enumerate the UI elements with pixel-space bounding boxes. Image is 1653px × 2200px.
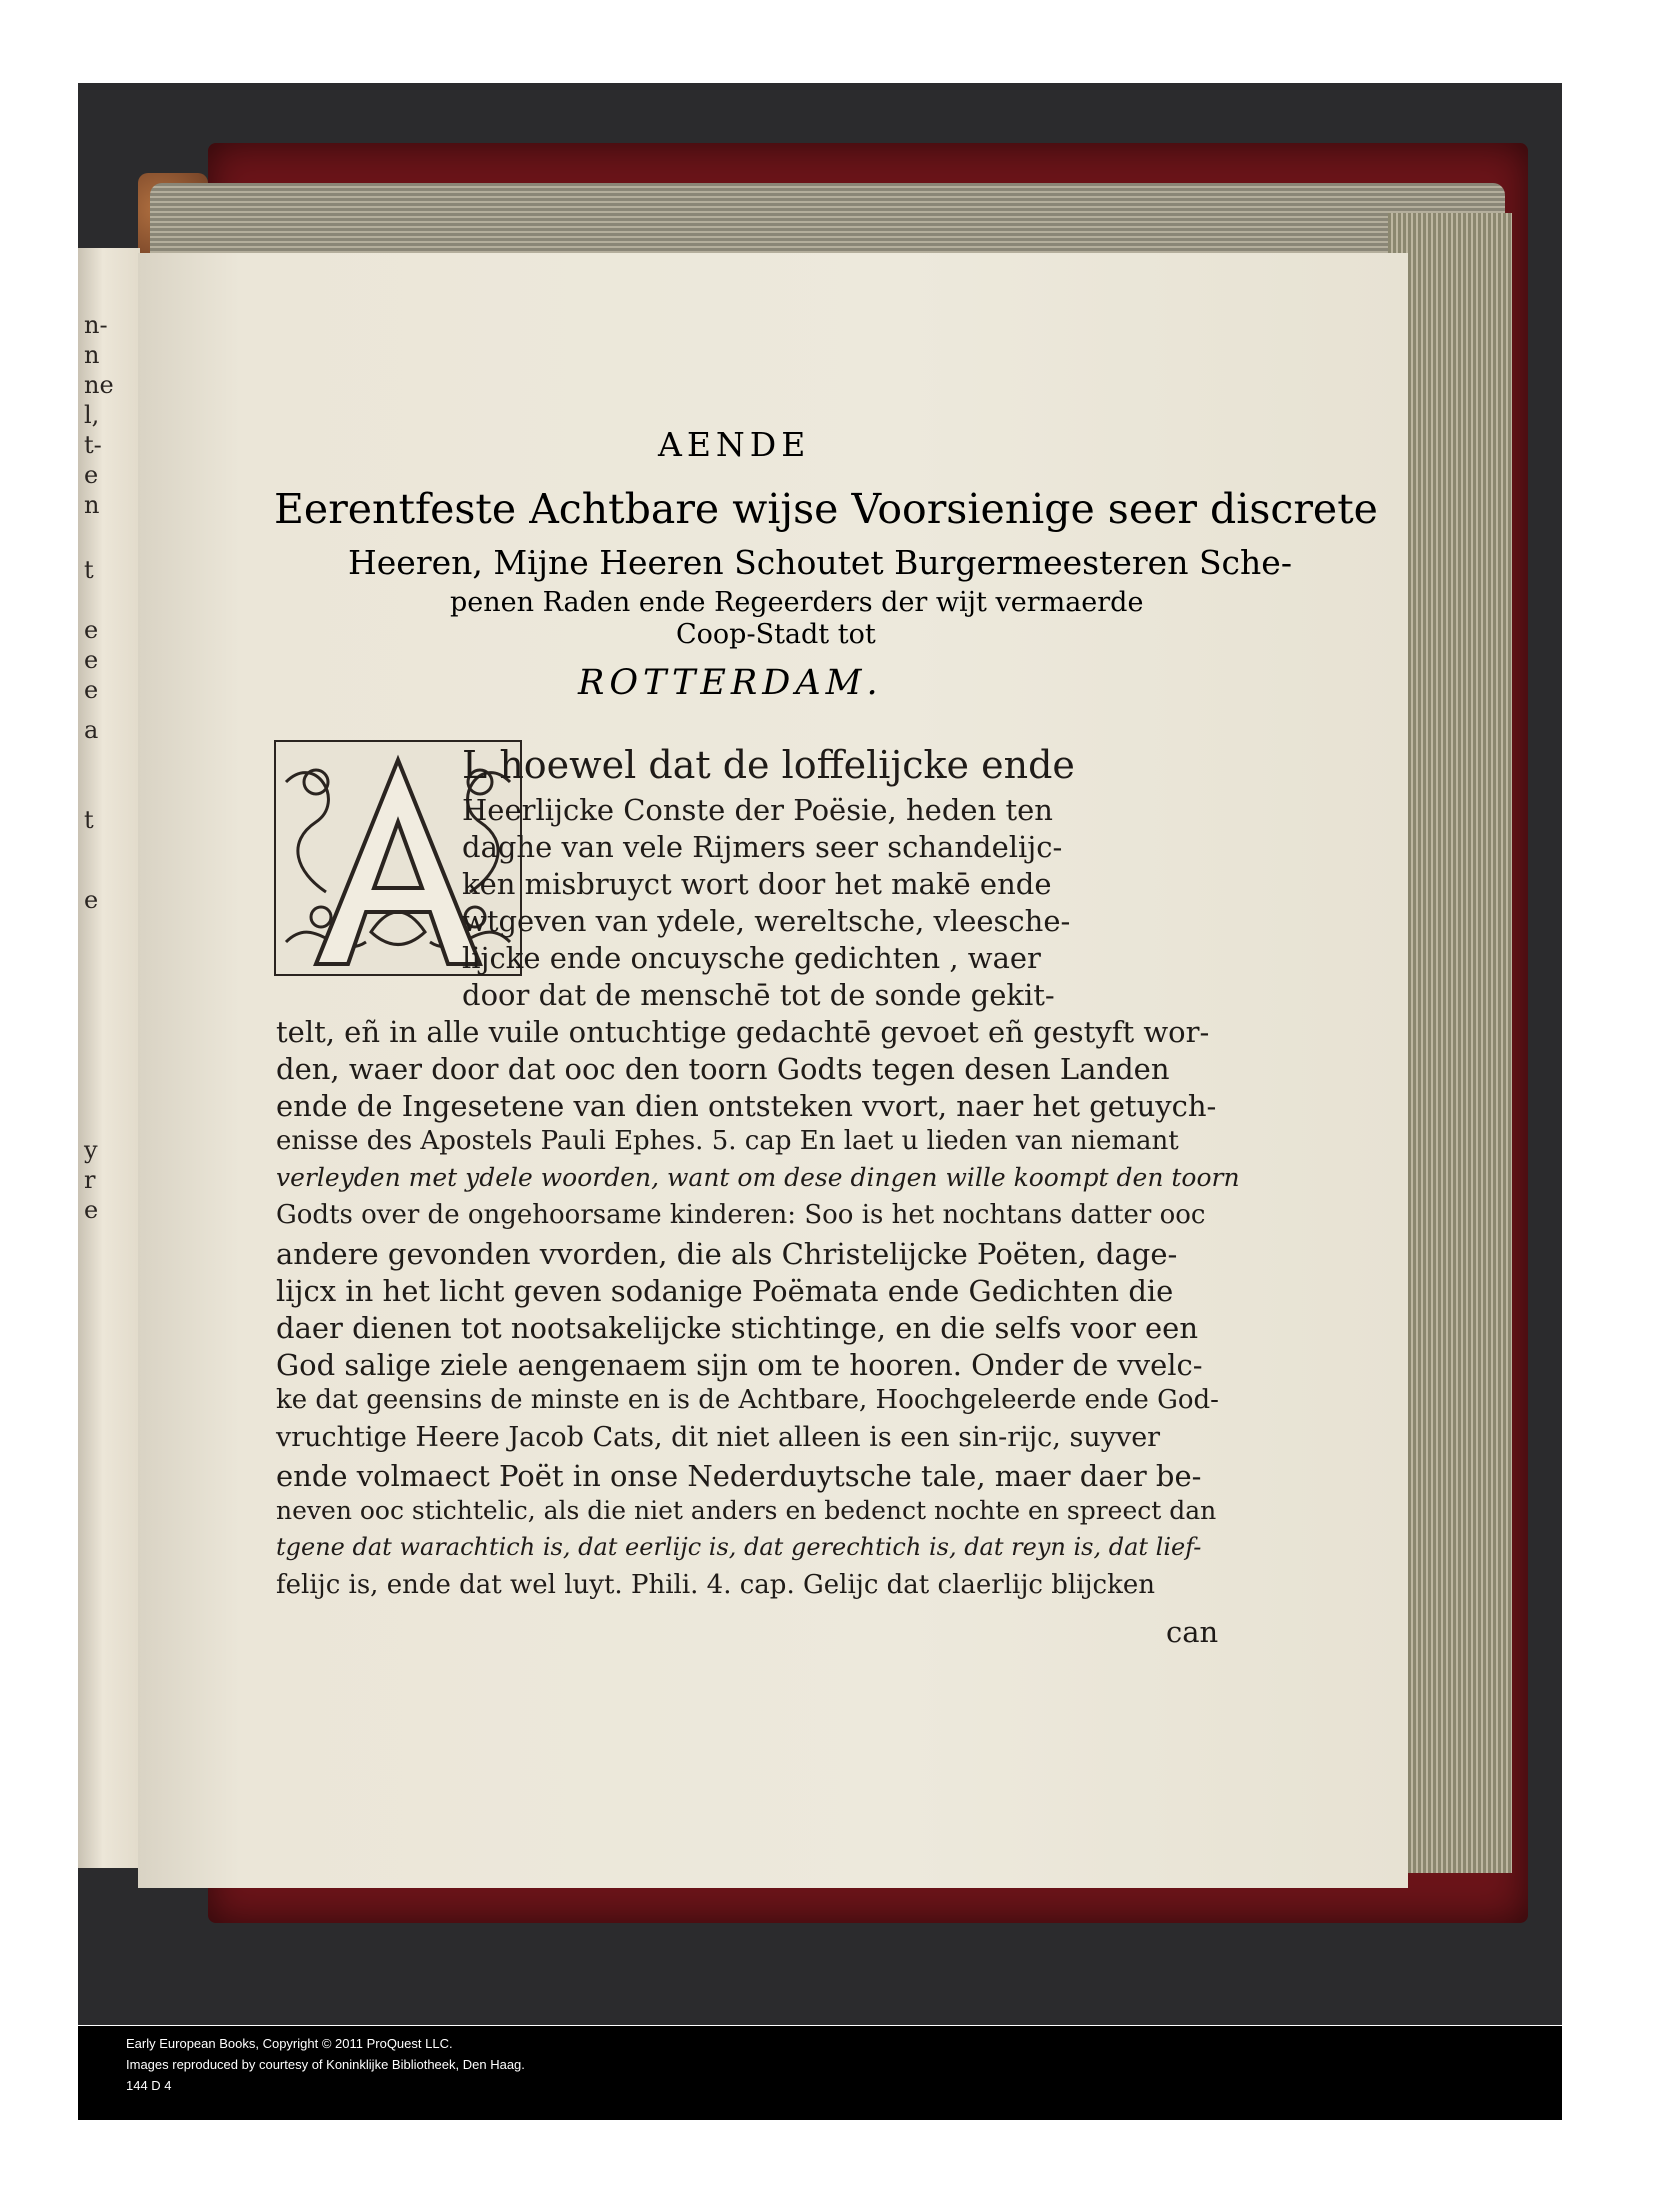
left-fragment: e: [84, 1196, 99, 1224]
body-line: verleyden met ydele woorden, want om dese dingen wille koompt den toorn: [276, 1163, 1240, 1192]
body-line: ke dat geensins de minste en is de Achtbare, Hoochgeleerde ende God-: [276, 1385, 1219, 1415]
heading-city: ROTTERDAM.: [578, 663, 883, 703]
copyright-footer: [78, 2026, 1562, 2120]
left-fragment: y: [84, 1136, 98, 1164]
body-line: daghe van vele Rijmers seer schandelijc-: [462, 830, 1063, 864]
body-line: vruchtige Heere Jacob Cats, dit niet alleen is een sin-rijc, suyver: [276, 1422, 1161, 1453]
heading-main: Eerentfeste Achtbare wijse Voorsienige seer discrete: [274, 485, 1378, 533]
left-fragment: e: [84, 461, 99, 489]
footer-line-1: Early European Books, Copyright © 2011 ProQuest LLC.: [126, 2036, 453, 2051]
body-line: wtgeven van ydele, wereltsche, vleesche-: [462, 904, 1071, 938]
heading-aende: AENDE: [658, 425, 811, 464]
left-fragment: l,: [84, 401, 100, 429]
body-line: felijc is, ende dat wel luyt. Phili. 4. cap. Gelijc dat claerlijc blijcken: [276, 1570, 1155, 1600]
left-fragment: t: [84, 806, 94, 834]
body-line: neven ooc stichtelic, als die niet anders en bedenct nochte en spreect dan: [276, 1496, 1217, 1525]
left-fragment: n: [84, 491, 100, 519]
body-line: ken misbruyct wort door het makē ende: [462, 867, 1052, 901]
left-fragment: t-: [84, 431, 102, 459]
body-line: lijcx in het licht geven sodanige Poëmata ende Gedichten die: [276, 1274, 1174, 1308]
body-line: door dat de menschē tot de sonde gekit-: [462, 978, 1055, 1012]
heading-line-4: penen Raden ende Regeerders der wijt vermaerde: [450, 587, 1144, 618]
left-fragment: e: [84, 646, 99, 674]
body-line: daer dienen tot nootsakelijcke stichtinge, en die selfs voor een: [276, 1311, 1199, 1345]
left-fragment: e: [84, 886, 99, 914]
body-line: ende volmaect Poët in onse Nederduytsche tale, maer daer be-: [276, 1459, 1202, 1493]
catchword: can: [1166, 1615, 1219, 1649]
footer-line-2: Images reproduced by courtesy of Koninklijke Bibliotheek, Den Haag.: [126, 2057, 525, 2072]
left-page-strip: [78, 248, 140, 1868]
heading-line-5: Coop-Stadt tot: [676, 619, 876, 650]
book-scan: [78, 83, 1562, 2025]
left-fragment: n-: [84, 311, 108, 339]
body-line: ende de Ingesetene van dien ontsteken vvort, naer het getuych-: [276, 1089, 1217, 1123]
body-line: andere gevonden vvorden, die als Christelijcke Poëten, dage-: [276, 1237, 1178, 1271]
body-line: den, waer door dat ooc den toorn Godts tegen desen Landen: [276, 1052, 1170, 1086]
heading-line-3: Heeren, Mijne Heeren Schoutet Burgermeesteren Sche-: [348, 543, 1292, 582]
left-fragment: n: [84, 341, 100, 369]
left-fragment: ne: [84, 371, 114, 399]
body-line: Heerlijcke Conste der Poësie, heden ten: [462, 793, 1053, 827]
body-line: enisse des Apostels Pauli Ephes. 5. cap En laet u lieden van niemant: [276, 1126, 1179, 1156]
right-page: [138, 253, 1408, 1888]
body-line: telt, eñ in alle vuile ontuchtige gedachtē gevoet eñ gestyft wor-: [276, 1015, 1210, 1049]
body-line: tgene dat warachtich is, dat eerlijc is, dat gerechtich is, dat reyn is, dat lief-: [276, 1533, 1202, 1561]
body-line: L hoewel dat de loffelijcke ende: [462, 743, 1075, 787]
left-fragment: e: [84, 676, 99, 704]
left-fragment: e: [84, 616, 99, 644]
body-line: God salige ziele aengenaem sijn om te hooren. Onder de vvelc-: [276, 1348, 1203, 1382]
left-fragment: a: [84, 716, 99, 744]
left-fragment: r: [84, 1166, 96, 1194]
body-line: lijcke ende oncuysche gedichten , waer: [462, 941, 1041, 975]
left-fragment: t: [84, 556, 94, 584]
body-line: Godts over de ongehoorsame kinderen: Soo is het nochtans datter ooc: [276, 1200, 1206, 1230]
footer-line-3: 144 D 4: [126, 2078, 172, 2093]
